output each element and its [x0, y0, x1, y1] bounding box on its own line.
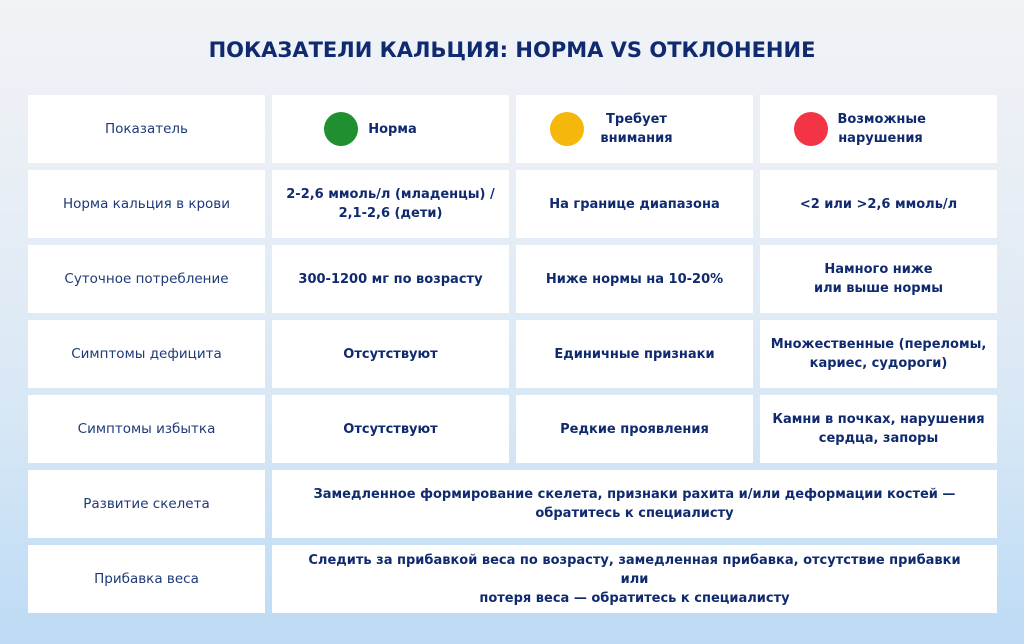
excess-symptoms-normal: Отсутствуют — [272, 395, 509, 463]
daily-intake-violation: Намного ниже или выше нормы — [760, 245, 997, 313]
red-circle-icon — [794, 112, 828, 146]
row-label-daily-intake: Суточное потребление — [28, 245, 265, 313]
deficiency-symptoms-attention: Единичные признаки — [516, 320, 753, 388]
weight-gain-note: Следить за прибавкой веса по возрасту, замедленная прибавка, отсутствие прибавки или потеря веса — обратитесь к специалисту — [272, 545, 997, 613]
excess-symptoms-attention: Редкие проявления — [516, 395, 753, 463]
row-label-deficiency-symptoms: Симптомы дефицита — [28, 320, 265, 388]
header-attention-label: Требует внимания — [600, 112, 673, 146]
page-title: ПОКАЗАТЕЛИ КАЛЬЦИЯ: НОРМА VS ОТКЛОНЕНИЕ — [208, 38, 816, 62]
blood-calcium-attention: На границе диапазона — [516, 170, 753, 238]
header-normal-cell — [272, 95, 509, 163]
header-normal-label: Норма — [368, 121, 417, 137]
header-attention-cell — [516, 95, 753, 163]
header-normal-group — [324, 112, 417, 146]
blood-calcium-violation: <2 или >2,6 ммоль/л — [760, 170, 997, 238]
header-violation-group — [794, 110, 924, 148]
calcium-comparison-table — [28, 95, 997, 613]
header-indicator-cell — [28, 95, 265, 163]
skeleton-development-note: Замедленное формирование скелета, признаки рахита и/или деформации костей — обратитесь к специалисту — [272, 470, 997, 538]
header-indicator-label: Показатель — [104, 120, 189, 137]
excess-symptoms-violation: Камни в почках, нарушения сердца, запоры — [760, 395, 997, 463]
header-attention-group — [550, 110, 680, 148]
header-violation-cell — [760, 95, 997, 163]
blood-calcium-normal: 2-2,6 ммоль/л (младенцы) / 2,1-2,6 (дети) — [272, 170, 509, 238]
daily-intake-normal: 300-1200 мг по возрасту — [272, 245, 509, 313]
daily-intake-attention: Ниже нормы на 10-20% — [516, 245, 753, 313]
deficiency-symptoms-violation: Множественные (переломы, кариес, судороги) — [760, 320, 997, 388]
row-label-excess-symptoms: Симптомы избытка — [28, 395, 265, 463]
row-label-weight-gain: Прибавка веса — [28, 545, 265, 613]
row-label-skeleton-development: Развитие скелета — [28, 470, 265, 538]
deficiency-symptoms-normal: Отсутствуют — [272, 320, 509, 388]
green-circle-icon — [324, 112, 358, 146]
yellow-circle-icon — [550, 112, 584, 146]
header-violation-label: Возможные нарушения — [837, 112, 926, 146]
row-label-blood-calcium: Норма кальция в крови — [28, 170, 265, 238]
